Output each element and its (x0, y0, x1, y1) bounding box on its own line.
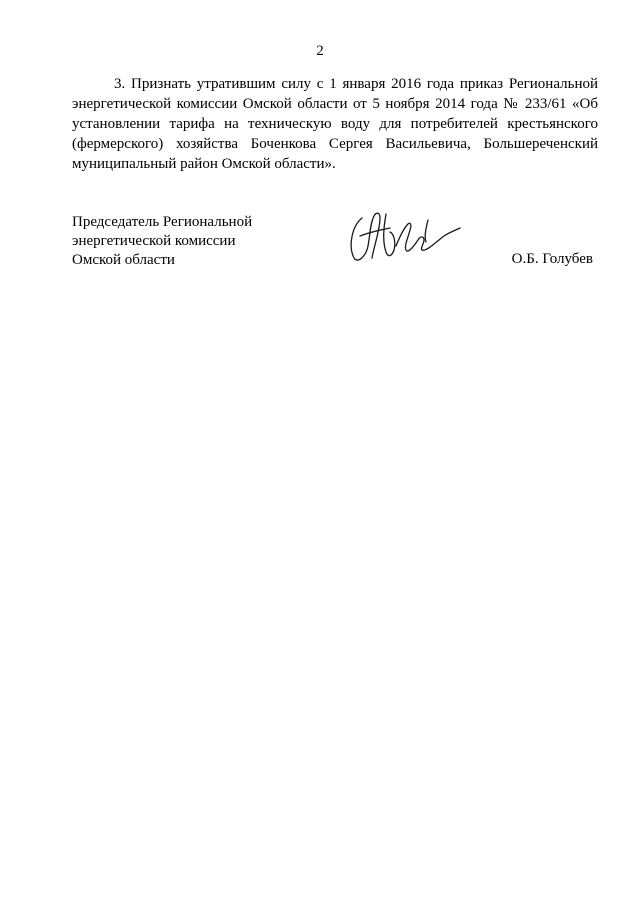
signature-stroke-3 (384, 214, 395, 256)
signature-strokes (351, 213, 460, 260)
signature-stroke-4 (396, 223, 460, 251)
signer-position-line-2: энергетической комиссии (72, 233, 236, 249)
signer-position-line-1: Председатель Региональной (72, 214, 253, 230)
signature-stroke-2 (360, 228, 390, 236)
signer-name: О.Б. Голубев (511, 251, 593, 267)
body-paragraph: 3. Признать утратившим силу с 1 января 2016 года приказ Региональной энергетической комиссии Омской области от 5 ноября 2014 года № 233/61 «Об установлении тарифа на техническую воду для потребителей крестьянского (фермерского) хозяйства Боченкова Сергея Васильевича, Большереченский муниципальный район Омской области». (72, 76, 598, 172)
signature-stroke-5 (425, 220, 428, 242)
signer-position-line-3: Омской области (72, 252, 175, 268)
page-number: 2 (316, 43, 324, 59)
signature-stroke-1 (351, 213, 380, 260)
signature-icon (346, 206, 462, 266)
signer-position (72, 213, 252, 270)
